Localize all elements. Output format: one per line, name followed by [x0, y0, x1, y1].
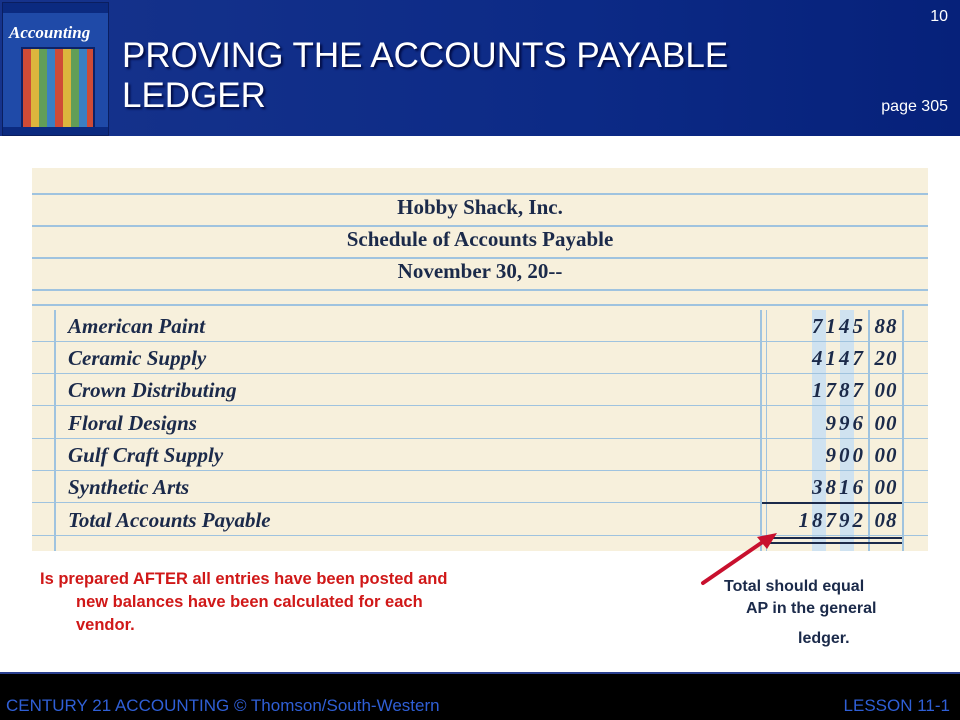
book-cover-artwork — [21, 47, 95, 129]
footer-bar — [0, 672, 960, 720]
total-callout-line1: Total should equal — [724, 578, 865, 595]
amount-column-line — [766, 310, 767, 551]
vendor-balance-dollars: 3816 — [812, 475, 866, 499]
preparation-note — [40, 568, 600, 637]
preparation-note-line3: vendor. — [76, 616, 135, 634]
row-rule — [32, 535, 928, 536]
vendor-name: Synthetic Arts — [68, 475, 190, 499]
row-rule — [32, 373, 928, 374]
schedule-title: Schedule of Accounts Payable — [346, 227, 614, 251]
slide-title-line2: LEDGER — [122, 76, 266, 115]
row-rule — [32, 405, 928, 406]
vendor-name: Ceramic Supply — [68, 346, 207, 370]
slide-number: 10 — [930, 8, 948, 25]
row-rule — [32, 470, 928, 471]
page-reference: page 305 — [881, 98, 948, 115]
left-margin-line — [54, 310, 56, 551]
total-callout-line3: ledger. — [798, 630, 850, 647]
vendor-balance-cents: 00 — [874, 378, 898, 402]
slide-title — [122, 36, 822, 116]
vendor-balance-dollars: 1787 — [812, 378, 866, 402]
row-rule — [32, 438, 928, 439]
preparation-note-line1: Is prepared AFTER all entries have been posted and — [40, 570, 448, 588]
vendor-balance-cents: 00 — [874, 411, 898, 435]
vendor-balance-dollars: 900 — [825, 443, 866, 467]
schedule-of-accounts-payable — [32, 168, 928, 551]
book-cover-title: Accounting — [9, 23, 91, 42]
vendor-balance-cents: 20 — [874, 346, 898, 370]
book-cover-band — [3, 3, 108, 13]
heading-rule — [32, 304, 928, 306]
schedule-date: November 30, 20-- — [397, 259, 563, 283]
vendor-name: Gulf Craft Supply — [68, 443, 224, 467]
slide-title-line1: PROVING THE ACCOUNTS PAYABLE — [122, 36, 729, 75]
total-cents: 08 — [874, 508, 898, 532]
vendor-name: American Paint — [68, 314, 206, 338]
vendor-balance-cents: 00 — [874, 443, 898, 467]
row-rule — [32, 341, 928, 342]
right-column-line — [902, 310, 904, 551]
vendor-name: Floral Designs — [68, 411, 197, 435]
footer-copyright: CENTURY 21 ACCOUNTING © Thomson/South-Western — [6, 696, 440, 715]
total-callout — [700, 576, 950, 650]
vendor-balance-dollars: 4147 — [812, 346, 866, 370]
total-callout-line2: AP in the general — [746, 600, 877, 617]
total-dollars: 18792 — [798, 508, 866, 532]
header-bar — [0, 0, 960, 136]
total-label: Total Accounts Payable — [68, 508, 271, 532]
footer-lesson: LESSON 11-1 — [843, 696, 950, 715]
single-underline-rule — [762, 502, 902, 504]
vendor-balance-dollars: 7145 — [812, 314, 866, 338]
vendor-balance-cents: 88 — [874, 314, 898, 338]
book-cover-footer-band — [3, 127, 108, 135]
textbook-cover-image — [2, 2, 109, 136]
vendor-balance-dollars: 996 — [825, 411, 866, 435]
heading-rule — [32, 289, 928, 291]
vendor-name: Crown Distributing — [68, 378, 237, 402]
preparation-note-line2: new balances have been calculated for each — [76, 593, 423, 611]
amount-column-line — [760, 310, 762, 551]
vendor-balance-cents: 00 — [874, 475, 898, 499]
schedule-company-name: Hobby Shack, Inc. — [397, 195, 563, 219]
